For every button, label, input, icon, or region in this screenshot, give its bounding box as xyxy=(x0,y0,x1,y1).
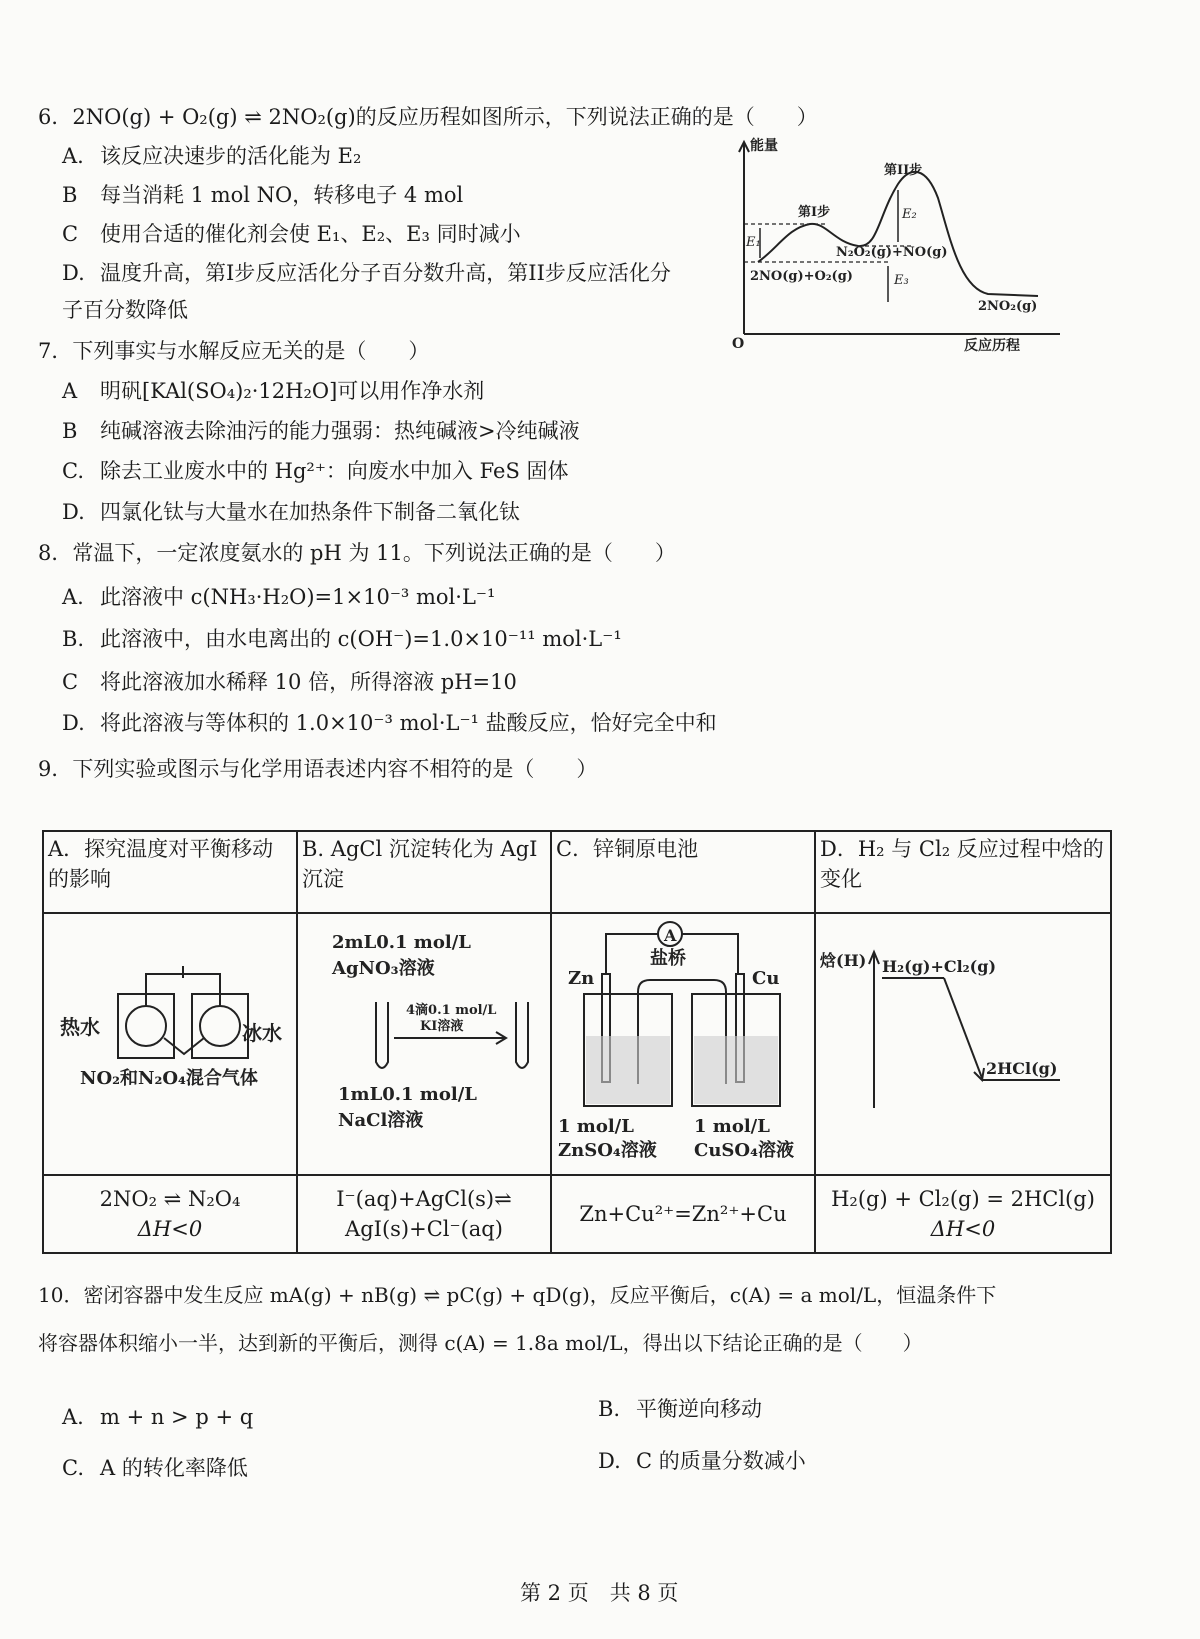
q9-stem: 9．下列实验或图示与化学用语表述内容不相符的是（ ） xyxy=(38,757,598,781)
q7-option-b xyxy=(62,418,580,444)
option-text: A 的转化率降低 xyxy=(100,1456,248,1480)
znso4-solution xyxy=(586,1036,670,1104)
y-axis-label: 能量 xyxy=(750,138,778,154)
hot-water-label: 热水 xyxy=(60,1015,100,1039)
q6-option-d xyxy=(62,260,671,286)
figure-b-cell xyxy=(297,913,551,1175)
cold-water-label: 冰水 xyxy=(242,1021,282,1045)
option-text: 此溶液中，由水电离出的 c(OH⁻)=1.0×10⁻¹¹ mol·L⁻¹ xyxy=(100,627,622,651)
option-text: 纯碱溶液去除油污的能力强弱：热纯碱液>冷纯碱液 xyxy=(100,419,580,443)
galvanic-cell-figure xyxy=(552,914,812,1170)
salt-bridge-label: 盐桥 xyxy=(650,948,686,969)
table-header-row xyxy=(43,831,1111,913)
agno3-label: AgNO₃溶液 xyxy=(332,958,435,979)
q8-option-d xyxy=(62,710,717,736)
q7-option-d xyxy=(62,499,520,525)
no2-flasks-figure xyxy=(44,914,294,1170)
option-text: 明矾[KAl(SO₄)₂·12H₂O]可以用作净水剂 xyxy=(100,379,485,403)
ammeter-label: A xyxy=(664,926,677,945)
option-letter: B xyxy=(62,183,78,207)
q6-option-a xyxy=(62,143,361,169)
flask-left xyxy=(126,1006,166,1046)
equation-line-2: ΔH<0 xyxy=(137,1217,203,1241)
q7-stem: 7．下列事实与水解反应无关的是（ ） xyxy=(38,339,430,363)
reactants-label: 2NO(g)+O₂(g) xyxy=(750,269,853,284)
option-letter: B xyxy=(62,419,78,443)
option-text: 使用合适的催化剂会使 E₁、E₂、E₃ 同时减小 xyxy=(100,222,521,246)
option-text: 将此溶液与等体积的 1.0×10⁻³ mol·L⁻¹ 盐酸反应，恰好完全中和 xyxy=(100,711,717,735)
option-letter: D. xyxy=(62,711,85,735)
table-equation-row xyxy=(43,1175,1111,1253)
option-text: 除去工业废水中的 Hg²⁺：向废水中加入 FeS 固体 xyxy=(100,459,569,483)
e1-label: E₁ xyxy=(746,235,761,250)
figure-a-cell xyxy=(43,913,297,1175)
agno3-conc-label: 2mL0.1 mol/L xyxy=(332,932,471,953)
option-letter: A xyxy=(62,379,78,403)
equation-b xyxy=(297,1175,551,1253)
option-letter: B. xyxy=(598,1397,621,1421)
q7-option-c xyxy=(62,458,569,484)
option-letter: C xyxy=(62,670,79,694)
znso4-conc-label: 1 mol/L xyxy=(558,1116,634,1137)
q10-stem-line1: 10．密闭容器中发生反应 mA(g) + nB(g) ⇌ pC(g) + qD(g)，反应平衡后，c(A) = a mol/L，恒温条件下 xyxy=(38,1283,997,1307)
x-axis-label: 反应历程 xyxy=(964,338,1020,354)
flask-right xyxy=(200,1006,240,1046)
option-text: 平衡逆向移动 xyxy=(636,1397,762,1421)
option-letter: D. xyxy=(62,261,85,285)
option-text: C 的质量分数减小 xyxy=(636,1449,806,1473)
e3-label: E₃ xyxy=(894,273,909,288)
equation-line-2: ΔH<0 xyxy=(930,1217,996,1241)
option-text: 每当消耗 1 mol NO，转移电子 4 mol xyxy=(100,183,464,207)
q6-option-b xyxy=(62,182,463,208)
equation-line-1: I⁻(aq)+AgCl(s)⇌ xyxy=(336,1187,512,1211)
option-text: 温度升高，第I步反应活化分子百分数升高，第II步反应活化分 xyxy=(100,261,671,285)
q6-option-c xyxy=(62,221,521,247)
option-text: 该反应决速步的活化能为 E₂ xyxy=(100,144,362,168)
step1-label: 第I步 xyxy=(798,205,831,220)
gas-mixture-label: NO₂和N₂O₄混合气体 xyxy=(80,1068,258,1089)
q10-option-a xyxy=(62,1404,253,1430)
cuso4-label: CuSO₄溶液 xyxy=(694,1140,794,1161)
option-text: 子百分数降低 xyxy=(62,298,188,322)
h2-cl2-label: H₂(g)+Cl₂(g) xyxy=(882,957,997,976)
q10-stem-line2: 将容器体积缩小一半，达到新的平衡后，测得 c(A) = 1.8a mol/L，得出以下结论正确的是（ ） xyxy=(38,1331,923,1355)
q8-option-b xyxy=(62,626,622,652)
option-text: m + n > p + q xyxy=(100,1405,254,1429)
e2-label: E₂ xyxy=(902,207,917,222)
q8-option-a xyxy=(62,584,495,610)
header-b: B. AgCl 沉淀转化为 AgI 沉淀 xyxy=(297,831,551,913)
header-c: C．锌铜原电池 xyxy=(551,831,815,913)
zn-label: Zn xyxy=(568,968,595,989)
test-tube-left xyxy=(376,1002,388,1068)
nacl-label: NaCl溶液 xyxy=(338,1110,424,1131)
option-letter: A. xyxy=(62,1405,84,1429)
page-number: 第 2 页 共 8 页 xyxy=(520,1581,679,1605)
equation-line-1: 2NO₂ ⇌ N₂O₄ xyxy=(99,1187,241,1211)
option-letter: D. xyxy=(598,1449,621,1473)
cuso4-conc-label: 1 mol/L xyxy=(694,1116,770,1137)
figure-c-cell xyxy=(551,913,815,1175)
nacl-conc-label: 1mL0.1 mol/L xyxy=(338,1084,477,1105)
table-figure-row xyxy=(43,913,1111,1175)
option-text: 此溶液中 c(NH₃·H₂O)=1×10⁻³ mol·L⁻¹ xyxy=(100,585,496,609)
option-letter: B. xyxy=(62,627,85,651)
q6-option-d-cont xyxy=(62,297,188,323)
figure-d-cell xyxy=(815,913,1111,1175)
q6-stem: 6．2NO(g) + O₂(g) ⇌ 2NO₂(g)的反应历程如图所示，下列说法正确的是（ ） xyxy=(38,105,818,129)
step2-label: 第II步 xyxy=(884,163,923,178)
equation-line-1: Zn+Cu²⁺=Zn²⁺+Cu xyxy=(579,1202,787,1226)
equation-line-1: H₂(g) + Cl₂(g) = 2HCl(g) xyxy=(831,1187,1095,1211)
option-letter: A. xyxy=(62,144,84,168)
equation-d xyxy=(815,1175,1111,1253)
cu-label: Cu xyxy=(752,968,780,989)
option-text: 将此溶液加水稀释 10 倍，所得溶液 pH=10 xyxy=(100,670,517,694)
option-letter: D. xyxy=(62,500,85,524)
equation-line-2: AgI(s)+Cl⁻(aq) xyxy=(345,1217,503,1241)
q8-stem: 8．常温下，一定浓度氨水的 pH 为 11。下列说法正确的是（ ） xyxy=(38,541,676,565)
q8-option-c xyxy=(62,669,517,695)
header-d: D．H₂ 与 Cl₂ 反应过程中焓的变化 xyxy=(815,831,1111,913)
origin-label: O xyxy=(732,336,745,352)
experiment-table xyxy=(42,830,1112,1254)
equation-c xyxy=(551,1175,815,1253)
option-text: 四氯化钛与大量水在加热条件下制备二氧化钛 xyxy=(100,500,520,524)
q10-option-b xyxy=(598,1396,762,1422)
znso4-label: ZnSO₄溶液 xyxy=(558,1140,657,1161)
enthalpy-axis-label: 焓(H) xyxy=(820,951,867,970)
precipitation-figure xyxy=(298,914,548,1170)
q10-option-c xyxy=(62,1455,248,1481)
tube-link xyxy=(164,1038,204,1054)
ki-drop-label: 4滴0.1 mol/L xyxy=(406,1003,497,1018)
option-letter: C. xyxy=(62,1456,84,1480)
q10-option-d xyxy=(598,1448,806,1474)
cuso4-solution xyxy=(694,1036,778,1104)
option-letter: C xyxy=(62,222,79,246)
ki-label: KI溶液 xyxy=(420,1019,464,1034)
enthalpy-arrow xyxy=(944,978,982,1078)
equation-a xyxy=(43,1175,297,1253)
connecting-tube xyxy=(146,974,220,1006)
option-letter: A. xyxy=(62,585,84,609)
q7-option-a xyxy=(62,378,484,404)
option-letter: C. xyxy=(62,459,84,483)
energy-profile-diagram xyxy=(732,138,1068,368)
enthalpy-figure xyxy=(816,914,1108,1170)
test-tube-right xyxy=(516,1002,528,1068)
product-label: 2NO₂(g) xyxy=(978,299,1038,314)
intermediate-label: N₂O₂(g)+NO(g) xyxy=(836,245,948,260)
hcl-label: 2HCl(g) xyxy=(986,1059,1058,1078)
header-a: A．探究温度对平衡移动的影响 xyxy=(43,831,297,913)
